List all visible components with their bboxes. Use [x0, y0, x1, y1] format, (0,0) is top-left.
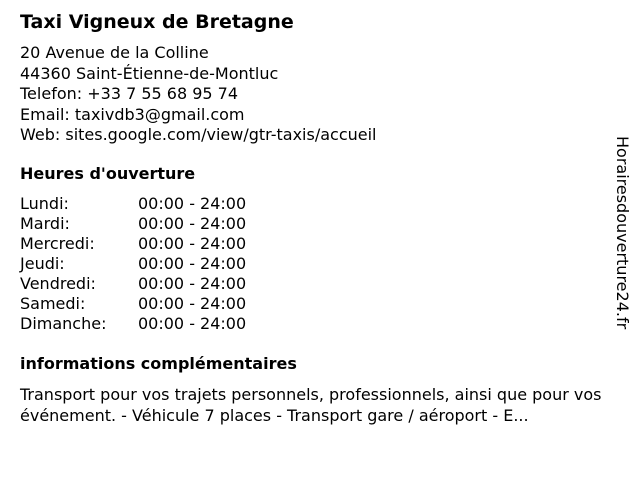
hours-row-monday [20, 194, 246, 214]
day-label: Vendredi: [20, 274, 96, 293]
time-range: 00:00 - 24:00 [138, 274, 247, 293]
time-range: 00:00 - 24:00 [138, 194, 247, 213]
day-label: Mercredi: [20, 234, 95, 253]
opening-hours-heading: Heures d'ouverture [20, 164, 196, 183]
day-label: Samedi: [20, 294, 86, 313]
day-label: Dimanche: [20, 314, 107, 333]
day-label: Jeudi: [20, 254, 65, 273]
hours-row-sunday [20, 314, 246, 334]
hours-row-wednesday [20, 234, 246, 254]
hours-row-thursday [20, 254, 246, 274]
email-address[interactable]: Email: taxivdb3@gmail.com [20, 104, 245, 124]
time-range: 00:00 - 24:00 [138, 214, 247, 233]
opening-hours-table [20, 194, 246, 334]
time-range: 00:00 - 24:00 [138, 254, 247, 273]
hours-row-friday [20, 274, 246, 294]
additional-info-heading: informations complémentaires [20, 354, 297, 373]
hours-row-saturday [20, 294, 246, 314]
time-range: 00:00 - 24:00 [138, 314, 247, 333]
brand-vertical-text: Horairesdouverture24.fr [613, 136, 632, 330]
brand-watermark [612, 136, 632, 346]
contact-block [20, 43, 377, 146]
hours-row-tuesday [20, 214, 246, 234]
day-label: Mardi: [20, 214, 70, 233]
address-line-1: 20 Avenue de la Colline [20, 43, 209, 62]
additional-info-text: Transport pour vos trajets personnels, professionnels, ainsi que pour vos événement. - Véhicule 7 places - Transport gare / aéroport - E... [20, 385, 602, 425]
day-label: Lundi: [20, 194, 69, 213]
address-line-2: 44360 Saint-Étienne-de-Montluc [20, 63, 279, 83]
time-range: 00:00 - 24:00 [138, 294, 247, 313]
phone-number[interactable]: Telefon: +33 7 55 68 95 74 [20, 84, 239, 103]
business-name: Taxi Vigneux de Bretagne [20, 11, 294, 33]
time-range: 00:00 - 24:00 [138, 234, 247, 253]
website-link[interactable]: Web: sites.google.com/view/gtr-taxis/accueil [20, 125, 377, 144]
